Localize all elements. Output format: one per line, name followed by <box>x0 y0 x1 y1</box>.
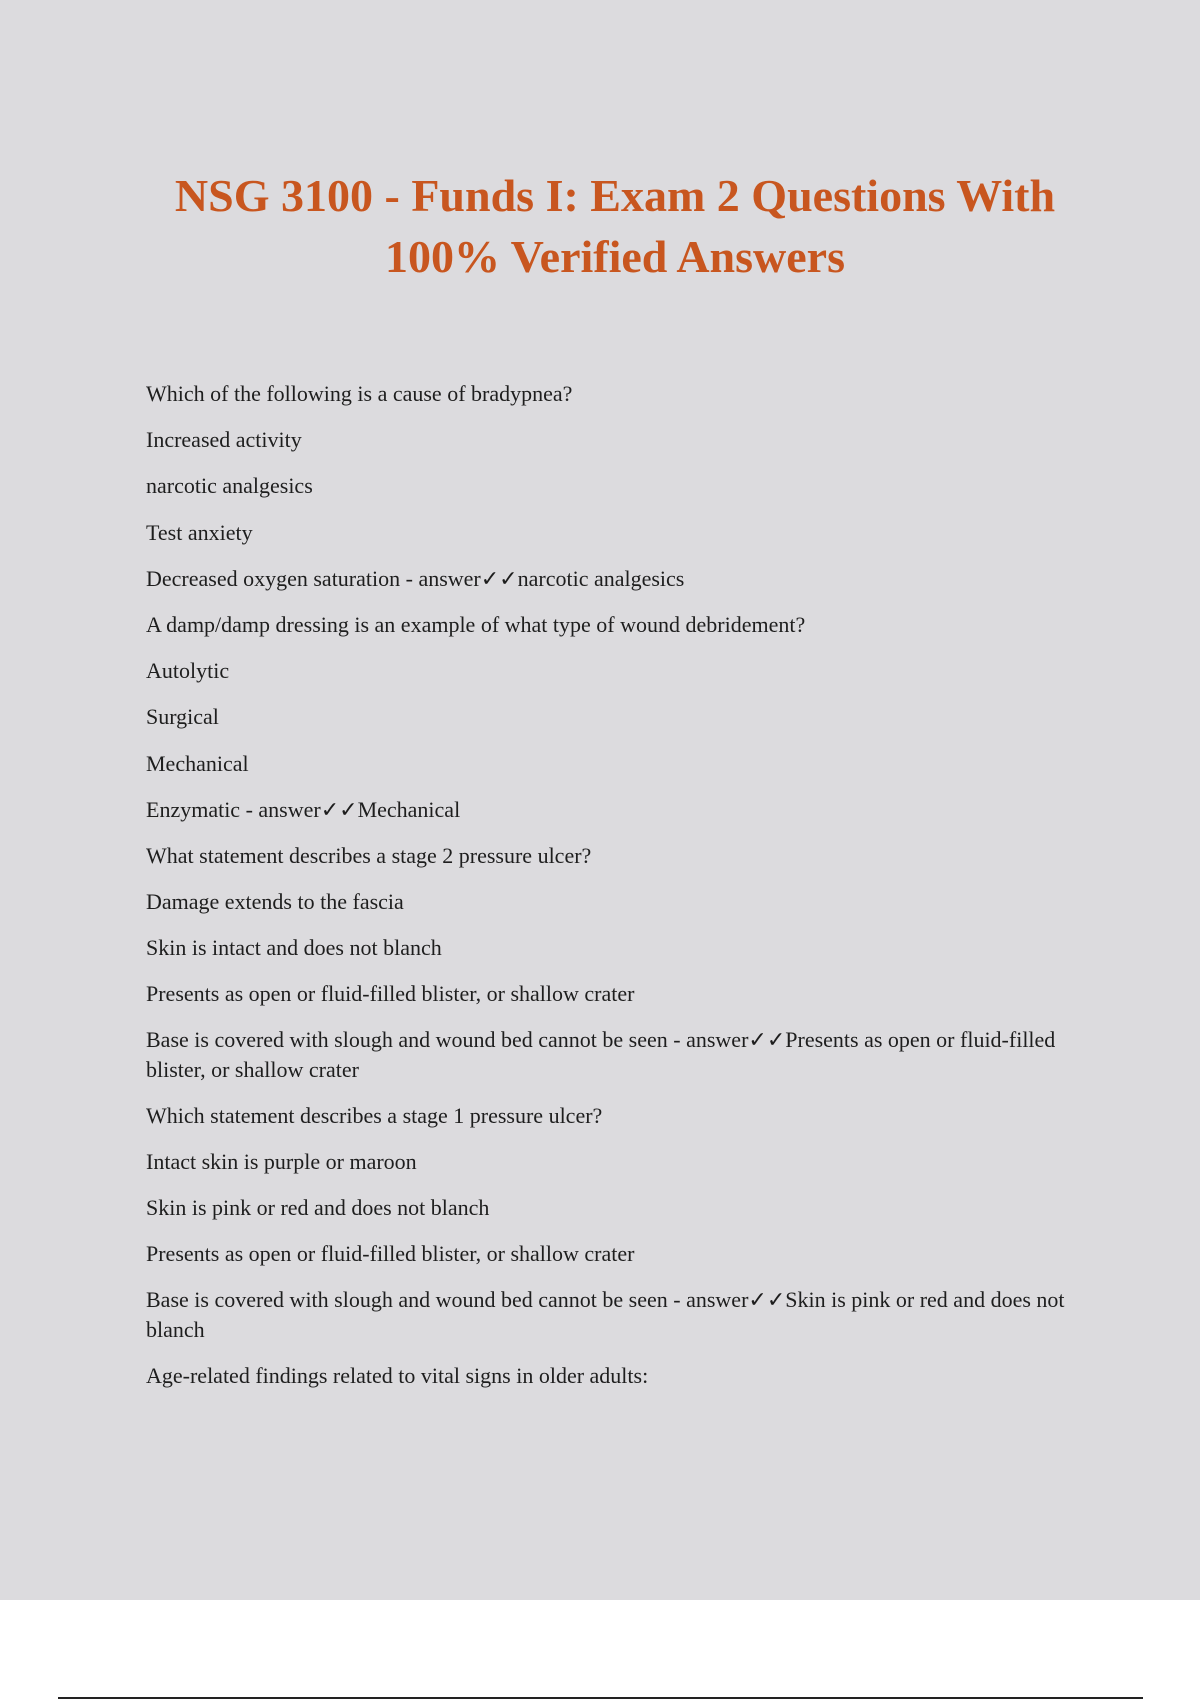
answer-key-line: Decreased oxygen saturation - answer✓✓narcotic analgesics <box>146 565 685 591</box>
answer-option: Presents as open or fluid-filled blister, or shallow crater <box>146 1241 635 1267</box>
answer-key-line: Enzymatic - answer✓✓Mechanical <box>146 796 461 822</box>
answer-option: narcotic analgesics <box>146 473 313 499</box>
answer-option: Mechanical <box>146 750 249 776</box>
question-text: What statement describes a stage 2 pressure ulcer? <box>146 842 592 868</box>
question-text: Which of the following is a cause of bradypnea? <box>146 381 573 406</box>
document-body <box>146 378 1086 1406</box>
answer-key-line: Base is covered with slough and wound bed cannot be seen - answer✓✓Presents as open or fluid-filled blister, or shallow crater <box>146 1026 1056 1082</box>
answer-option: Increased activity <box>146 427 302 453</box>
question-text: Which statement describes a stage 1 pressure ulcer? <box>146 1102 603 1128</box>
answer-key-line: Base is covered with slough and wound bed cannot be seen - answer✓✓Skin is pink or red and does not blanch <box>146 1286 1065 1342</box>
answer-option: Damage extends to the fascia <box>146 889 404 915</box>
answer-option: Intact skin is purple or maroon <box>146 1149 417 1174</box>
question-text: A damp/damp dressing is an example of what type of wound debridement? <box>146 611 806 637</box>
question-text: Age-related findings related to vital signs in older adults: <box>146 1362 649 1388</box>
answer-option: Presents as open or fluid-filled blister, or shallow crater <box>146 981 635 1007</box>
document-title: NSG 3100 - Funds I: Exam 2 Questions With 100% Verified Answers <box>174 170 1056 282</box>
answer-option: Test anxiety <box>146 519 253 545</box>
answer-option: Skin is intact and does not blanch <box>146 935 442 961</box>
answer-option: Surgical <box>146 704 219 730</box>
answer-option: Skin is pink or red and does not blanch <box>146 1195 490 1221</box>
answer-option: Autolytic <box>146 658 230 684</box>
footer-divider <box>58 1697 1143 1699</box>
